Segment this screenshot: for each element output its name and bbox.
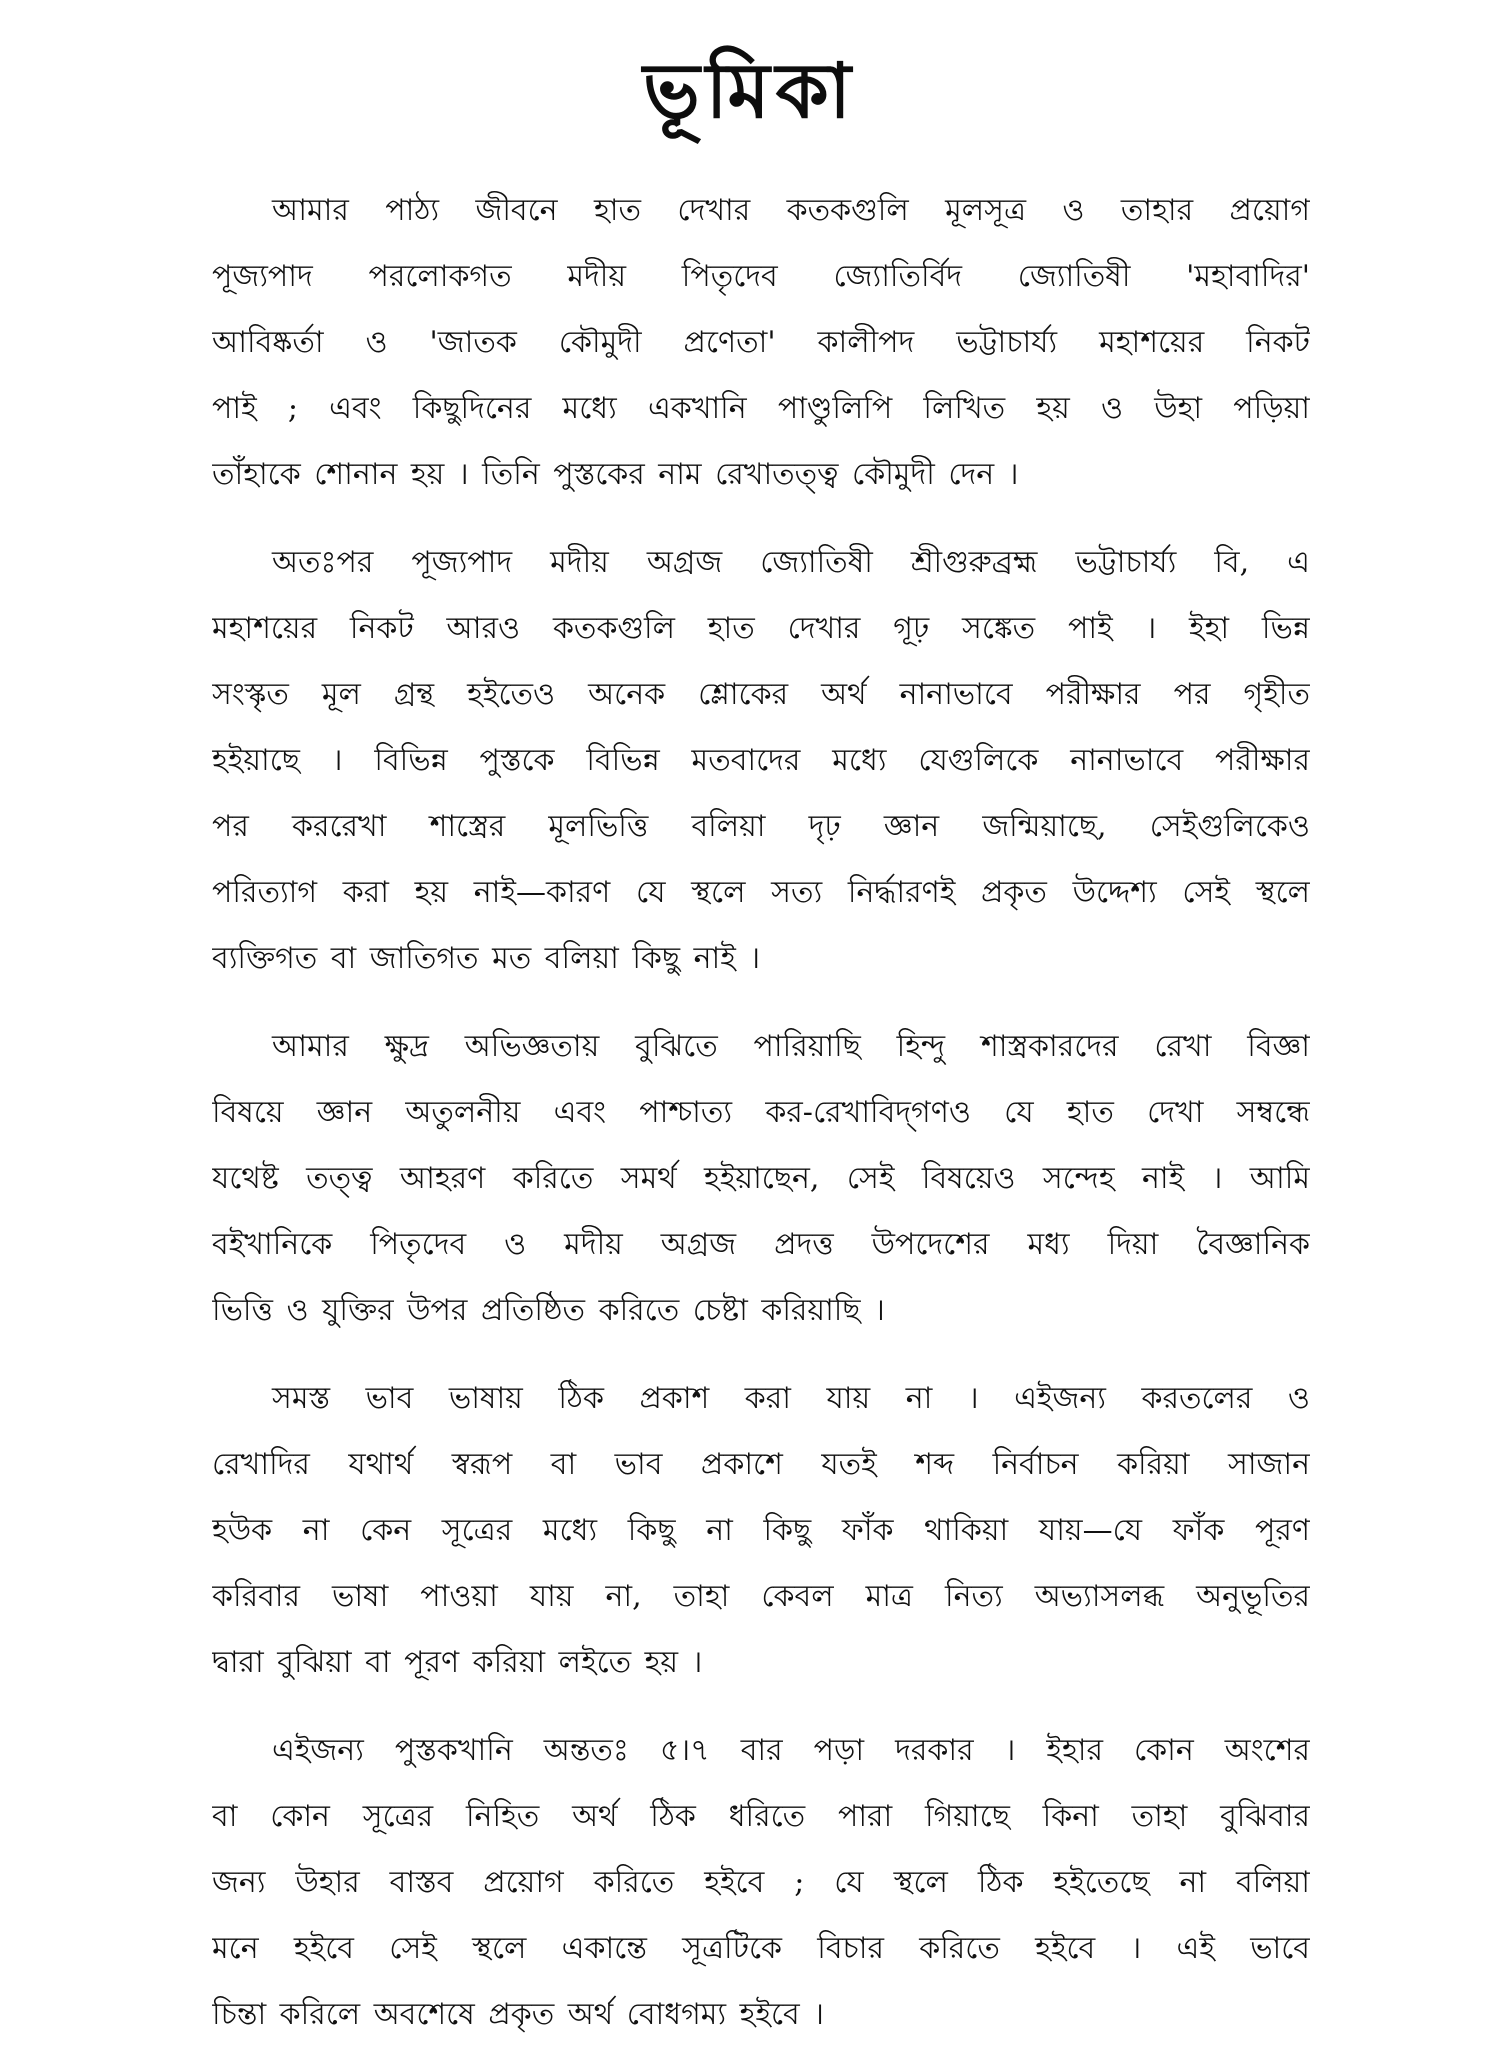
paragraph: [212, 1014, 1310, 1344]
text-line: তাঁহাকে শোনান হয় । তিনি পুস্তকের নাম রেখাতত্ত্ব কৌমুদী দেন ।: [212, 457, 1019, 492]
text-line: পর কররেখা শাস্ত্রের মূলভিত্তি বলিয়া দৃঢ় জ্ঞান জন্মিয়াছে, সেইগুলিকেও: [212, 809, 1310, 844]
text-line: করিবার ভাষা পাওয়া যায় না, তাহা কেবল মাত্র নিত্য অভ্যাসলব্ধ অনুভূতির: [212, 1579, 1310, 1614]
text-line: বা কোন সূত্রের নিহিত অর্থ ঠিক ধরিতে পারা গিয়াছে কিনা তাহা বুঝিবার: [212, 1799, 1310, 1834]
paragraph: [212, 1366, 1310, 1696]
text-line: এইজন্য পুস্তকখানি অন্ততঃ ৫।৭ বার পড়া দরকার । ইহার কোন অংশের: [272, 1733, 1310, 1768]
text-line: আবিষ্কর্তা ও 'জাতক কৌমুদী প্রণেতা' কালীপদ ভট্টাচার্য্য মহাশয়ের নিকট: [212, 325, 1310, 360]
text-line: মনে হইবে সেই স্থলে একান্তে সূত্রটিকে বিচার করিতে হইবে । এই ভাবে: [212, 1931, 1310, 1966]
text-line: হউক না কেন সূত্রের মধ্যে কিছু না কিছু ফাঁক থাকিয়া যায়—যে ফাঁক পূরণ: [212, 1513, 1310, 1548]
text-line: পরিত্যাগ করা হয় নাই—কারণ যে স্থলে সত্য নির্দ্ধারণই প্রকৃত উদ্দেশ্য সেই স্থলে: [212, 875, 1310, 910]
text-line: পূজ্যপাদ পরলোকগত মদীয় পিতৃদেব জ্যোতির্বিদ জ্যোতিষী 'মহাবাদির': [212, 259, 1310, 294]
paragraph: [212, 178, 1310, 508]
text-line: চিন্তা করিলে অবশেষে প্রকৃত অর্থ বোধগম্য হইবে ।: [212, 1997, 825, 2032]
paragraph: [212, 530, 1310, 992]
text-line: হইয়াছে । বিভিন্ন পুস্তকে বিভিন্ন মতবাদের মধ্যে যেগুলিকে নানাভাবে পরীক্ষার: [212, 743, 1310, 778]
text-line: বিষয়ে জ্ঞান অতুলনীয় এবং পাশ্চাত্য কর-রেখাবিদ্‌গণও যে হাত দেখা সম্বন্ধে: [212, 1095, 1310, 1130]
text-line: যথেষ্ট তত্ত্ব আহরণ করিতে সমর্থ হইয়াছেন, সেই বিষয়েও সন্দেহ নাই । আমি: [212, 1161, 1310, 1196]
text-line: ব্যক্তিগত বা জাতিগত মত বলিয়া কিছু নাই ।: [212, 941, 761, 976]
paragraph: [212, 1718, 1310, 2048]
text-line: পাই ; এবং কিছুদিনের মধ্যে একখানি পাণ্ডুলিপি লিখিত হয় ও উহা পড়িয়া: [212, 391, 1310, 426]
text-line: অতঃপর পূজ্যপাদ মদীয় অগ্রজ জ্যোতিষী শ্রীগুরুব্রহ্ম ভট্টাচার্য্য বি, এ: [272, 545, 1310, 580]
page-title: ভূমিকা: [643, 46, 857, 135]
text-line: জন্য উহার বাস্তব প্রয়োগ করিতে হইবে ; যে স্থলে ঠিক হইতেছে না বলিয়া: [212, 1865, 1310, 1900]
text-line: আমার পাঠ্য জীবনে হাত দেখার কতকগুলি মূলসূত্র ও তাহার প্রয়োগ: [272, 193, 1310, 228]
text-line: আমার ক্ষুদ্র অভিজ্ঞতায় বুঝিতে পারিয়াছি হিন্দু শাস্ত্রকারদের রেখা বিজ্ঞা: [272, 1029, 1310, 1064]
body-text: [212, 178, 1310, 2070]
text-line: সংস্কৃত মূল গ্রন্থ হইতেও অনেক শ্লোকের অর্থ নানাভাবে পরীক্ষার পর গৃহীত: [212, 677, 1310, 712]
text-line: সমস্ত ভাব ভাষায় ঠিক প্রকাশ করা যায় না । এইজন্য করতলের ও: [272, 1381, 1310, 1416]
text-line: রেখাদির যথার্থ স্বরূপ বা ভাব প্রকাশে যতই শব্দ নির্বাচন করিয়া সাজান: [212, 1447, 1310, 1482]
text-line: দ্বারা বুঝিয়া বা পূরণ করিয়া লইতে হয় ।: [212, 1645, 703, 1680]
text-line: বইখানিকে পিতৃদেব ও মদীয় অগ্রজ প্রদত্ত উপদেশের মধ্য দিয়া বৈজ্ঞানিক: [212, 1227, 1310, 1262]
text-line: মহাশয়ের নিকট আরও কতকগুলি হাত দেখার গূঢ় সঙ্কেত পাই । ইহা ভিন্ন: [212, 611, 1310, 646]
text-line: ভিত্তি ও যুক্তির উপর প্রতিষ্ঠিত করিতে চেষ্টা করিয়াছি ।: [212, 1293, 885, 1328]
